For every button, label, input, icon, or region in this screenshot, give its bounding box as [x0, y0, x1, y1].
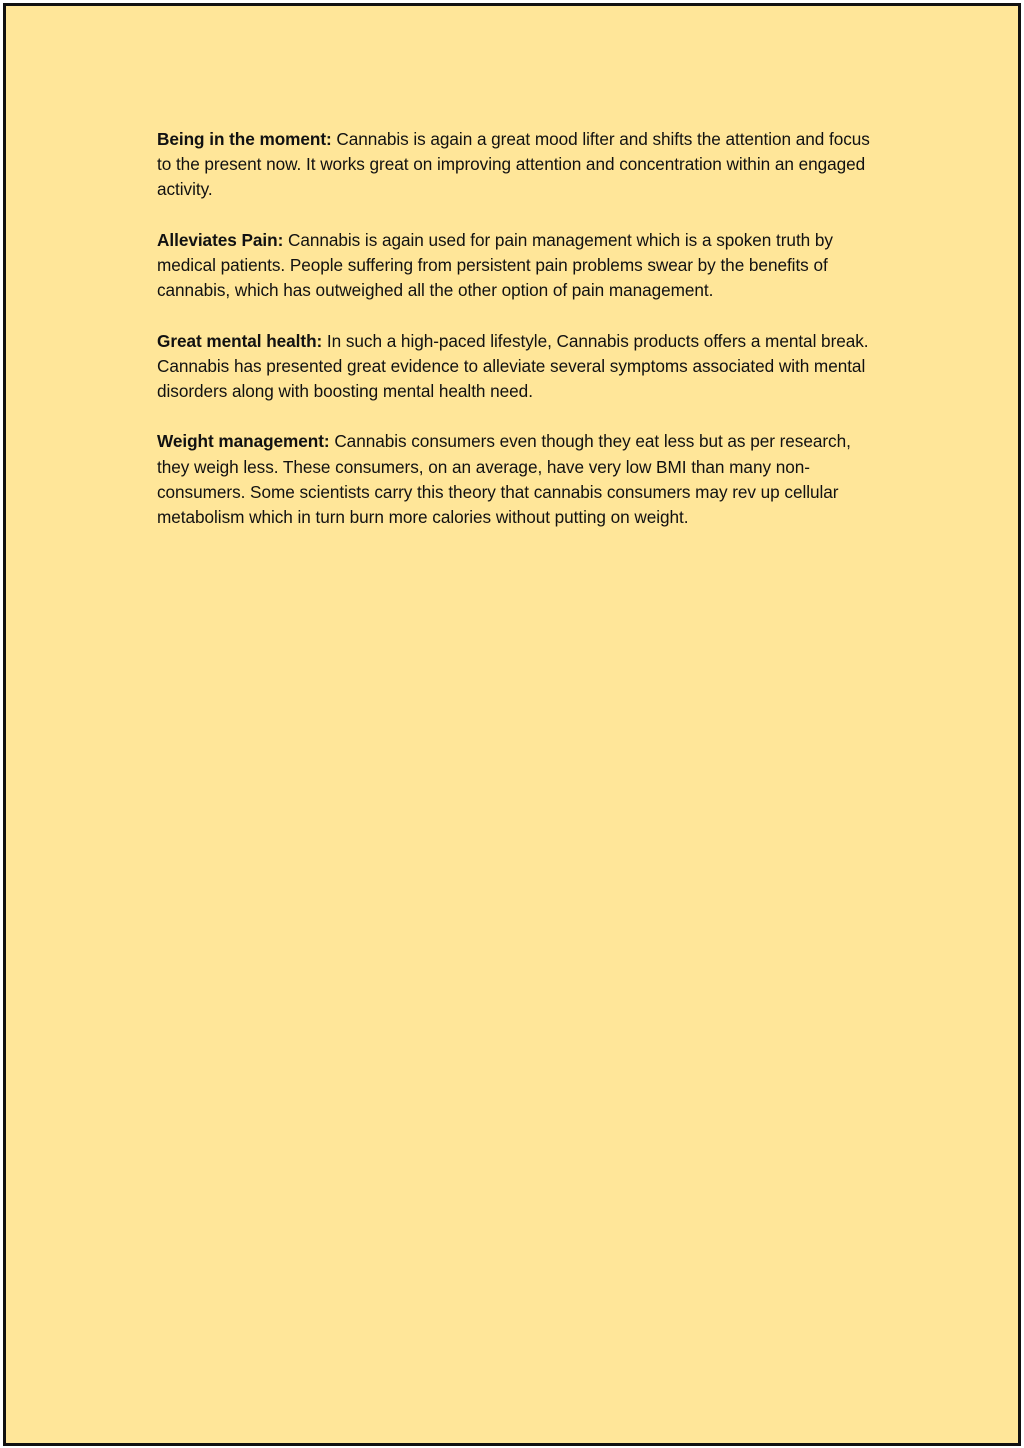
document-body	[157, 127, 887, 555]
section-text: Cannabis is again a great mood lifter and shifts the attention and focus to the present now. It works great on improving attention and concentration within an engaged activity.	[157, 129, 870, 200]
section-text: Cannabis consumers even though they eat less but as per research, they weigh less. These consumers, on an average, have very low BMI than many non-consumers. Some scientists carry this theory that cannabis consumers may rev up cellular metabolism which in turn burn more calories without putting on weight.	[157, 431, 851, 527]
section-text: Cannabis is again used for pain management which is a spoken truth by medical patients. People suffering from persistent pain problems swear by the benefits of cannabis, which has outweighed all the other option of pain management.	[157, 229, 833, 301]
section-weight-management	[157, 429, 887, 530]
section-text: In such a high-paced lifestyle, Cannabis products offers a mental break. Cannabis has presented great evidence to alleviate several symptoms associated with mental disorders along with boosting mental health need.	[157, 330, 869, 401]
section-heading: Alleviates Pain:	[157, 229, 284, 250]
document-page	[3, 3, 1021, 1446]
section-alleviates-pain	[157, 228, 887, 304]
section-heading: Being in the moment:	[157, 129, 332, 149]
section-great-mental-health	[157, 329, 887, 405]
section-heading: Great mental health:	[157, 330, 323, 351]
section-being-in-the-moment	[157, 127, 887, 203]
section-heading: Weight management:	[157, 431, 330, 452]
